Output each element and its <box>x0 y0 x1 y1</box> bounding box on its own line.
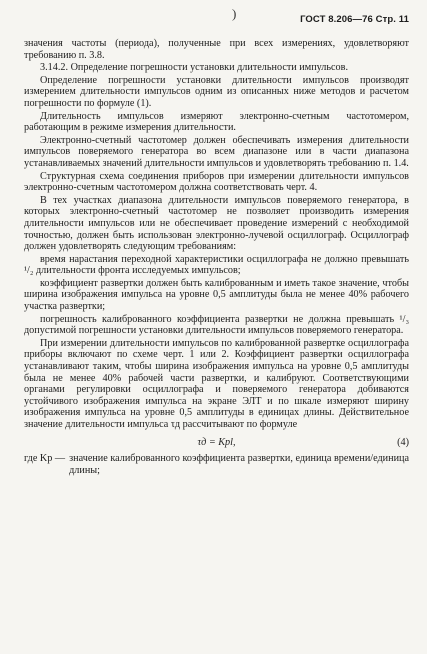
paragraph: значения частоты (периода), полученные при всех измерениях, удовлетворяют требованию п. 3.8. <box>24 38 409 61</box>
document-body <box>24 38 409 476</box>
formula-number: (4) <box>397 436 409 448</box>
paragraph: Электронно-счетный частотомер должен обеспечивать измерения длительности импульсов поверяемого генератора во всем диапазоне или в части диапазона устанавливаемых значений длительности импульсов и удовлетворять требованию п. 1.4. <box>24 134 409 169</box>
page-mark: ) <box>232 6 237 21</box>
paragraph: В тех участках диапазона длительности импульсов поверяемого генератора, в которых электронно-счетный частотомер не позволяет производить измерения длительности импульсов или не обеспечивает проведение измерений с необходимой точностью, должен быть использован электронно-лучевой осциллограф. Осциллограф должен удовлетворять следующим требованиям: <box>24 194 409 253</box>
paragraph: Длительность импульсов измеряют электронно-счетным частотомером, работающим в режиме измерения длительности. <box>24 110 409 134</box>
paragraph: Определение погрешности установки длительности импульсов производят измерением длительности импульсов одним из описанных ниже методов и расчетом погрешности по формуле (1). <box>24 74 409 109</box>
symbol-description: значение калиброванного коэффициента развертки, единица времени/единица длины; <box>69 453 409 476</box>
requirement-item: время нарастания переходной характеристики осциллографа не должно превышать ¹/₂ длительности фронта исследуемых импульсов; <box>24 253 409 277</box>
formula-expression: τд = Kрl, <box>197 436 236 448</box>
requirement-item: погрешность калиброванного коэффициента развертки не должна превышать ¹/₃ допустимой погрешности установки длительности импульсов поверяемого генератора. <box>24 313 409 337</box>
formula <box>24 437 409 449</box>
paragraph: При измерении длительности импульсов по калиброванной развертке осциллографа приборы включают по схеме черт. 1 или 2. Коэффициент развертки осциллографа устанавливают таким, чтобы ширина изображения импульса на уровне 0,5 амплитуды была не менее 40% рабочей части развертки, и калибруют. Соответствующими органами регулировки осциллографа и поверяемого генератора добиваются устойчивого изображения импульса на экране ЭЛТ и по шкале измеряют ширину изображения импульса на уровне 0,5 амплитуды в единицах длины. Действительное значение длительности импульса τд рассчитывают по формуле <box>24 337 409 430</box>
requirement-item: коэффициент развертки должен быть калиброванным и иметь такое значение, чтобы ширина изображения импульса на уровне 0,5 амплитуды была не менее 40% рабочего участка развертки; <box>24 277 409 313</box>
symbol-definition <box>24 453 409 476</box>
page-header: ГОСТ 8.206—76 Стр. 11 <box>300 14 409 25</box>
paragraph: Структурная схема соединения приборов при измерении длительности импульсов электронно-счетным частотомером должна соответствовать черт. 4. <box>24 170 409 194</box>
section-heading: 3.14.2. Определение погрешности установки длительности импульсов. <box>40 62 349 74</box>
symbol-name: где Kр — <box>24 453 66 465</box>
